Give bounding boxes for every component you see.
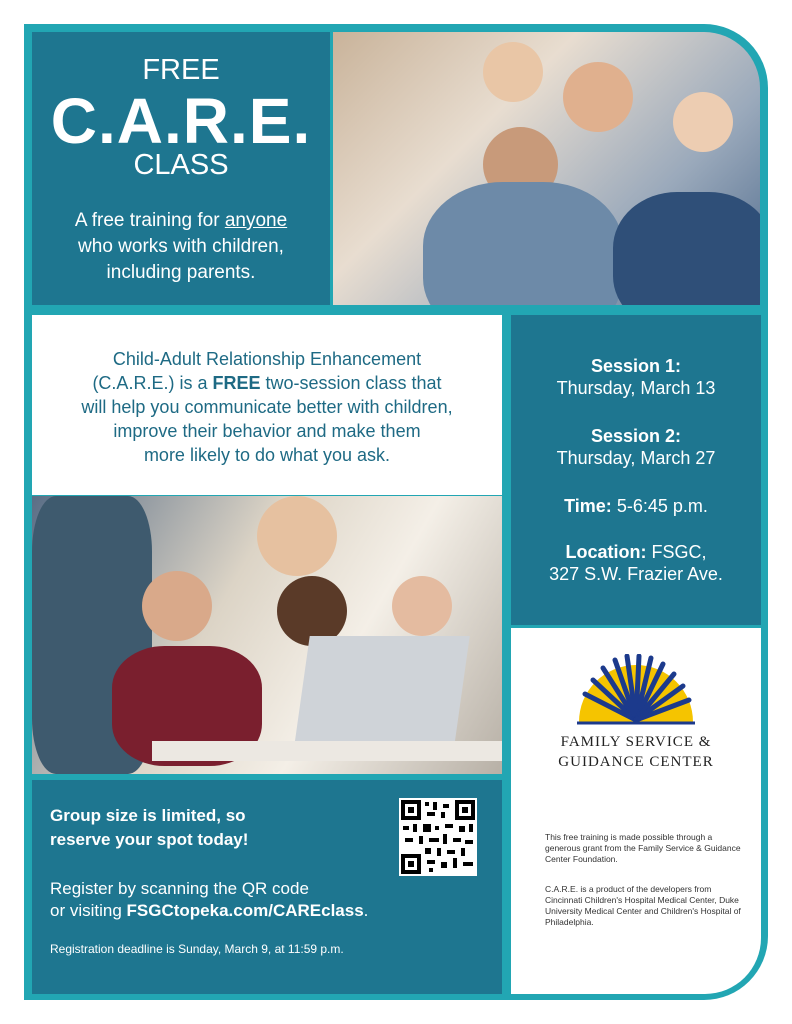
subtitle-pre: A free training for bbox=[74, 210, 225, 231]
session-2-date: Thursday, March 27 bbox=[556, 448, 716, 468]
time-value: 5-6:45 p.m. bbox=[611, 496, 708, 516]
classroom-photo bbox=[32, 496, 502, 774]
subtitle-emphasis: anyone bbox=[224, 210, 288, 231]
session-2-label: Session 2: bbox=[590, 426, 682, 446]
subtitle-line3: including parents. bbox=[106, 262, 256, 283]
session-time bbox=[511, 495, 761, 517]
location-address: 327 S.W. Frazier Ave. bbox=[549, 564, 723, 584]
session-1-date: Thursday, March 13 bbox=[556, 378, 716, 398]
register-post: . bbox=[363, 901, 369, 920]
location-label: Location: bbox=[565, 542, 647, 562]
organization-panel bbox=[511, 628, 761, 994]
register-line1: Register by scanning the QR code bbox=[50, 879, 309, 898]
intro-line3: will help you communicate better with children, bbox=[81, 397, 453, 417]
register-pre: or visiting bbox=[50, 901, 127, 920]
subtitle-line2: who works with children, bbox=[78, 236, 284, 257]
care-title: C.A.R.E. bbox=[50, 85, 312, 157]
group-line1: Group size is limited, so bbox=[50, 806, 246, 825]
intro-panel bbox=[32, 315, 502, 495]
time-label: Time: bbox=[564, 496, 612, 516]
grant-note: This free training is made possible through a generous grant from the Family Service & Guidance Center Foundation. bbox=[545, 832, 741, 864]
location-value: FSGC, bbox=[646, 542, 707, 562]
register-url[interactable]: FSGCtopeka.com/CAREclass bbox=[126, 901, 364, 920]
intro-line1: Child-Adult Relationship Enhancement bbox=[112, 349, 422, 369]
qr-code[interactable] bbox=[399, 798, 477, 876]
org-name-line2: GUIDANCE CENTER bbox=[558, 754, 714, 770]
intro-text bbox=[60, 347, 474, 467]
register-note bbox=[50, 878, 368, 922]
subtitle bbox=[50, 208, 312, 286]
registration-panel bbox=[32, 780, 502, 994]
intro-line4: improve their behavior and make them bbox=[113, 421, 421, 441]
session-1 bbox=[511, 355, 761, 399]
session-2 bbox=[511, 425, 761, 469]
intro-line2-pre: (C.A.R.E.) is a bbox=[92, 373, 213, 393]
session-location bbox=[511, 541, 761, 585]
developer-note: C.A.R.E. is a product of the developers from Cincinnati Children's Hospital Medical Center, Duke University Medical Center and Children's Hospital of Philadelphia. bbox=[545, 884, 741, 927]
intro-free-bold: FREE bbox=[212, 373, 261, 393]
fsgc-logo-icon bbox=[575, 654, 697, 726]
registration-deadline: Registration deadline is Sunday, March 9, at 11:59 p.m. bbox=[50, 942, 344, 956]
free-label: FREE bbox=[142, 54, 220, 86]
qr-code-icon bbox=[399, 798, 477, 876]
intro-line2-post: two-session class that bbox=[260, 373, 442, 393]
session-panel bbox=[511, 315, 761, 625]
group-line2: reserve your spot today! bbox=[50, 830, 249, 849]
group-size-note bbox=[50, 804, 340, 852]
org-name-line1: FAMILY SERVICE & bbox=[560, 734, 712, 750]
class-label: CLASS bbox=[133, 149, 229, 181]
session-1-label: Session 1: bbox=[590, 356, 682, 376]
title-panel bbox=[32, 32, 330, 305]
intro-line5: more likely to do what you ask. bbox=[143, 445, 391, 465]
family-photo bbox=[333, 32, 760, 305]
